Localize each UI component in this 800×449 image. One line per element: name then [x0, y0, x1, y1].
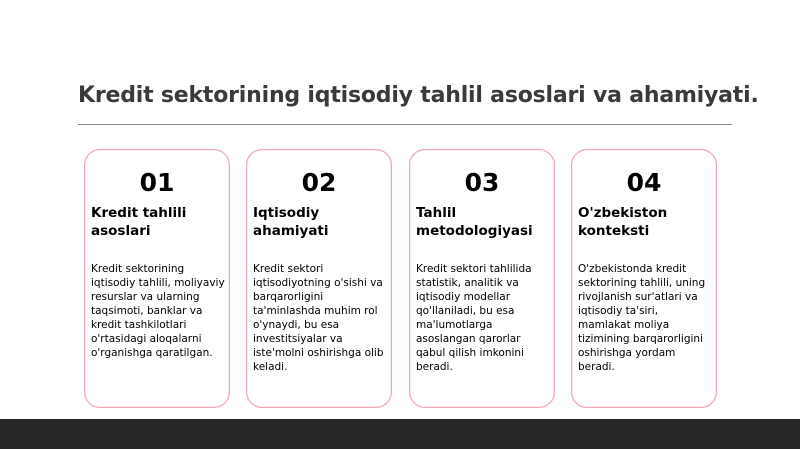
footer-bar: [0, 419, 800, 449]
card-text: Kredit sektori iqtisodiyotning o'sishi va barqarorligini ta'minlashda muhim rol o'ynaydi, bu esa investitsiyalar va iste'molni oshirishga olib keladi.: [253, 263, 384, 373]
card-3: [409, 149, 555, 408]
card-heading: Tahlil metodologiyasi: [416, 205, 533, 239]
card-number: 04: [626, 168, 662, 197]
card-number: 01: [139, 168, 175, 197]
card-heading: O'zbekiston konteksti: [578, 205, 668, 239]
cards-row: [84, 149, 716, 408]
card-text: Kredit sektori tahlilida statistik, analitik va iqtisodiy modellar qo'llaniladi, bu esa ma'lumotlarga asoslangan qarorlar qabul qilish imkonini beradi.: [416, 263, 532, 373]
title-divider: [78, 124, 732, 125]
card-number: 02: [301, 168, 337, 197]
card-2: [246, 149, 392, 408]
card-1: [84, 149, 230, 408]
slide-title: Kredit sektorining iqtisodiy tahlil asoslari va ahamiyati.: [78, 83, 759, 108]
card-4: [571, 149, 717, 408]
card-number: 03: [464, 168, 500, 197]
card-heading: Iqtisodiy ahamiyati: [253, 205, 329, 239]
card-text: O'zbekistonda kredit sektorining tahlili, uning rivojlanish sur'atlari va iqtisodiy ta'siri, mamlakat moliya tizimining barqarorligini oshirishga yordam beradi.: [578, 263, 706, 373]
card-text: Kredit sektorining iqtisodiy tahlili, moliyaviy resurslar va ularning taqsimoti, banklar va kredit tashkilotlari o'rtasidagi aloqalarni o'rganishga qaratilgan.: [91, 263, 225, 359]
card-heading: Kredit tahlili asoslari: [91, 205, 187, 239]
